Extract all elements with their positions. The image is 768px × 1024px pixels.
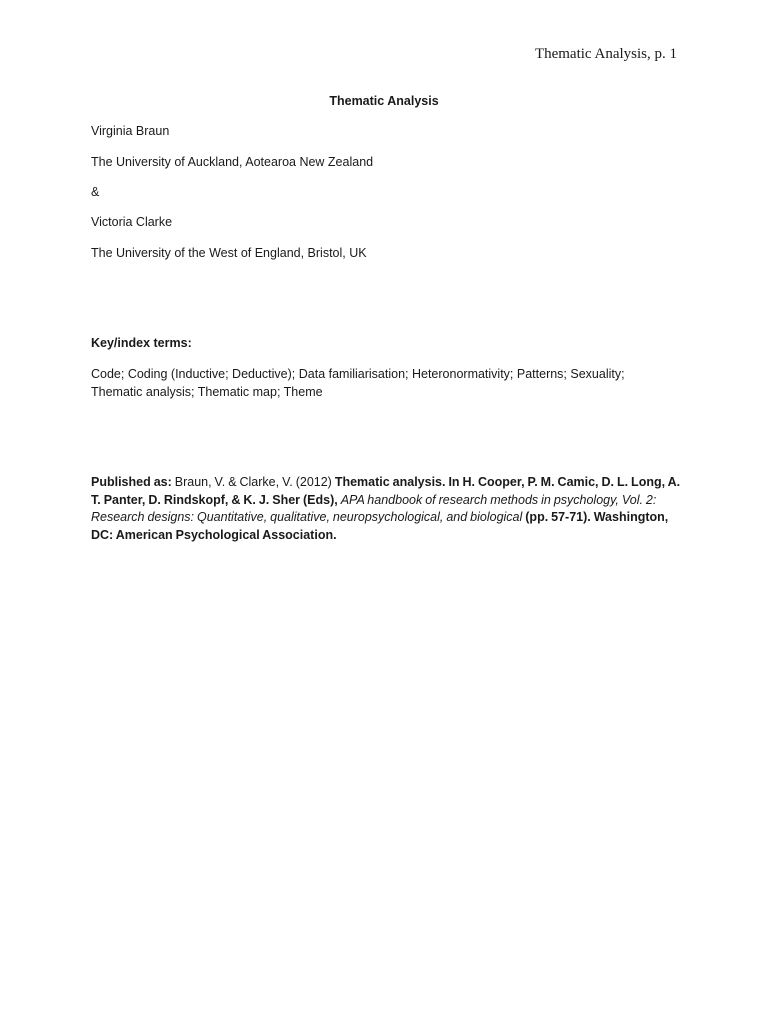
keywords-line-2: Thematic analysis; Thematic map; Theme xyxy=(91,385,323,399)
citation-pages: (pp. 57-71). Washington, DC: American Psychological Association. xyxy=(91,510,669,542)
author-1: Virginia Braun xyxy=(91,124,170,138)
keywords-line-1: Code; Coding (Inductive; Deductive); Data familiarisation; Heteronormativity; Patterns; Sexuality; xyxy=(91,367,625,381)
running-head: Thematic Analysis, p. 1 xyxy=(534,46,677,62)
citation-authors: Braun, V. & Clarke, V. (2012) xyxy=(171,475,335,489)
citation-chapter: Thematic analysis. In H. Cooper, P. M. Camic, D. L. Long, A. T. Panter, D. Rindskopf, & K. J. Sher (Eds), xyxy=(91,475,681,507)
citation-paragraph xyxy=(91,474,681,544)
citation-label: Published as: xyxy=(91,475,172,489)
keywords-heading: Key/index terms: xyxy=(91,336,192,350)
ampersand: & xyxy=(91,185,100,199)
affiliation-2: The University of the West of England, Bristol, UK xyxy=(91,246,367,260)
citation-book-title: APA handbook of research methods in psychology, Vol. 2: Research designs: Quantitative, qualitative, neuropsychological, and biological xyxy=(91,492,657,524)
page-title: Thematic Analysis xyxy=(329,94,439,108)
affiliation-1: The University of Auckland, Aotearoa New Zealand xyxy=(91,155,374,169)
author-2: Victoria Clarke xyxy=(91,215,173,229)
